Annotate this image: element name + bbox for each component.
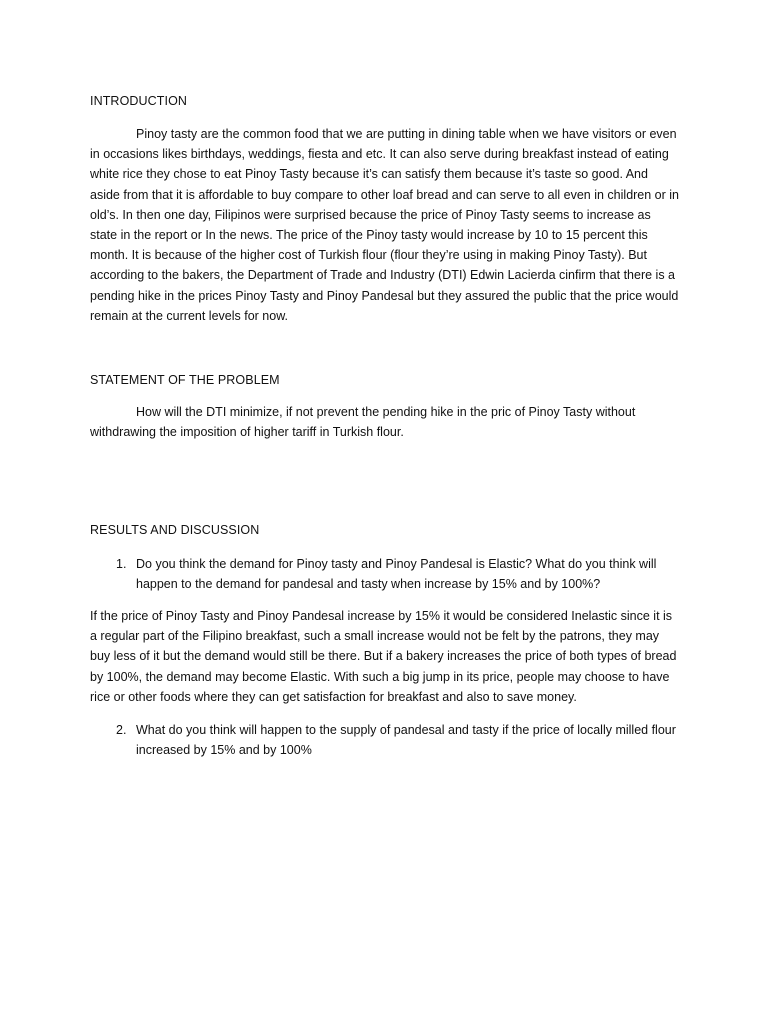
question-2 [90,720,680,760]
problem-heading: STATEMENT OF THE PROBLEM [90,373,280,387]
question-2-number: 2. [116,723,127,737]
question-2-text: What do you think will happen to the supply of pandesal and tasty if the price of locally milled flour increased by 15% and by 100% [136,723,676,758]
results-heading: RESULTS AND DISCUSSION [90,523,260,537]
introduction-paragraph: Pinoy tasty are the common food that we are putting in dining table when we have visitors or even in occasions likes birthdays, weddings, fiesta and etc. It can also serve during breakfast instead of eating white rice they chose to eat Pinoy Tasty because it’s can satisfy them because it’s taste so good. And aside from that it is affordable to buy compare to other loaf bread and can serve to all even in children or in old’s. In then one day, Filipinos were surprised because the price of Pinoy Tasty seems to increase as state in the report or In the news. The price of the Pinoy tasty would increase by 10 to 15 percent this month. It is because of the higher cost of Turkish flour (flour they’re using in making Pinoy Tasty). But according to the bakers, the Department of Trade and Industry (DTI) Edwin Lacierda cinfirm that there is a pending hike in the prices Pinoy Tasty and Pinoy Pandesal but they assured the public that the price would remain at the current levels for now. [90,127,679,323]
answer-1-paragraph: If the price of Pinoy Tasty and Pinoy Pandesal increase by 15% it would be considered Inelastic since it is a regular part of the Filipino breakfast, such a small increase would not be felt by the patrons, they may buy less of it but the demand would still be there. But if a bakery increases the price of both types of bread by 100%, the demand may become Elastic. With such a big jump in its price, people may choose to have rice or other foods where they can get satisfaction for breakfast and also to save money. [90,609,677,704]
question-1-number: 1. [116,557,127,571]
question-1 [90,554,680,594]
question-1-text: Do you think the demand for Pinoy tasty and Pinoy Pandesal is Elastic? What do you think will happen to the demand for pandesal and tasty when increase by 15% and by 100%? [136,557,657,592]
problem-paragraph: How will the DTI minimize, if not prevent the pending hike in the pric of Pinoy Tasty without withdrawing the imposition of higher tariff in Turkish flour. [90,405,636,440]
introduction-heading: INTRODUCTION [90,94,188,108]
